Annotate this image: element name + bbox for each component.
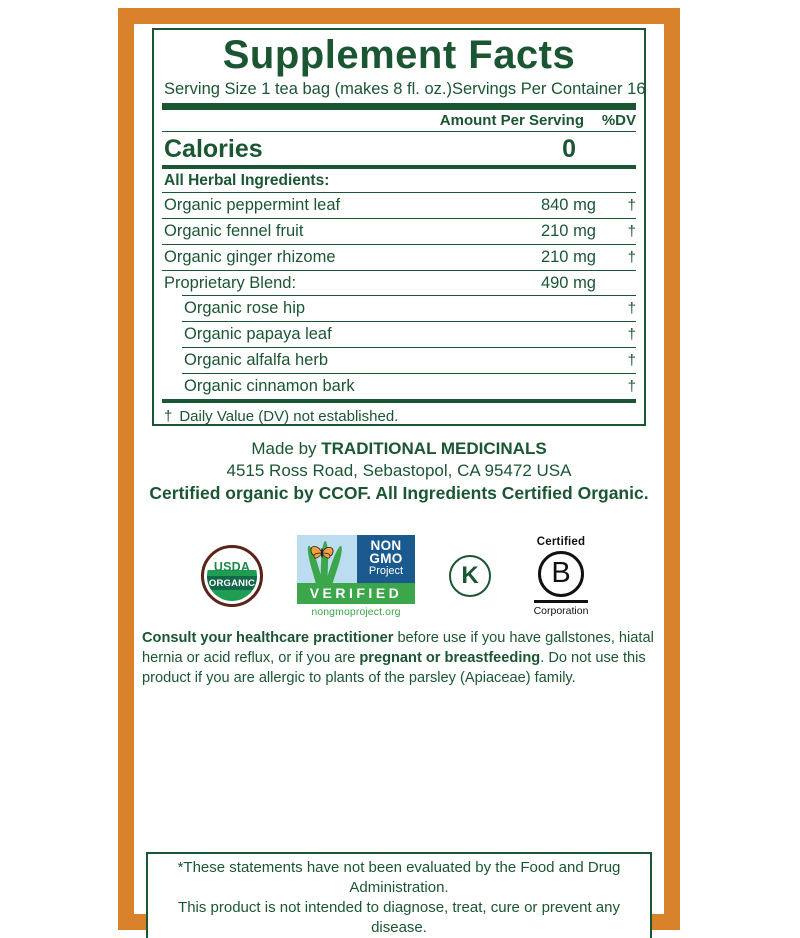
rule-under-serving (162, 103, 636, 110)
calories-value: 0 (562, 135, 576, 163)
serving-info-row (162, 80, 646, 99)
organic-certification-line: Certified organic by CCOF. All Ingredients Certified Organic. (149, 483, 649, 503)
manufacturer-block (130, 438, 668, 505)
b-corp-underline (534, 600, 588, 603)
non-gmo-url-text: nongmoproject.org (311, 605, 401, 618)
table-row (162, 348, 636, 373)
caution-bold-2: pregnant or breastfeeding (359, 650, 541, 666)
table-row (162, 219, 636, 244)
daily-value-footnote (162, 403, 636, 426)
ingredient-name: Organic fennel fruit (164, 222, 304, 240)
column-header-row (162, 110, 636, 131)
non-gmo-line1: NON (370, 538, 402, 553)
calories-row (162, 132, 636, 165)
non-gmo-line3: Project (368, 565, 404, 577)
ingredient-amount: 840 mg (540, 196, 596, 214)
caution-mid-1: before use if you have gallstones, hiatal hernia or acid reflux, or if you are (142, 630, 654, 666)
ingredient-dv: † (627, 223, 636, 240)
ingredient-dv: † (627, 300, 636, 317)
footnote-text: Daily Value (DV) not established. (179, 408, 399, 425)
ingredient-dv: † (627, 249, 636, 266)
usda-seal-band (207, 576, 257, 590)
ingredient-name: Proprietary Blend: (164, 274, 297, 292)
ingredient-dv: † (627, 352, 636, 369)
b-corp-circle (538, 551, 584, 597)
serving-size-text: Serving Size 1 tea bag (makes 8 fl. oz.) (164, 80, 452, 98)
ingredient-name: Organic rose hip (184, 299, 306, 317)
table-row (162, 245, 636, 270)
ingredient-amount: 210 mg (540, 248, 596, 266)
butterfly-icon (309, 543, 335, 563)
table-row (162, 322, 636, 347)
company-name: TRADITIONAL MEDICINALS (321, 439, 547, 458)
ingredient-name: Organic peppermint leaf (164, 196, 341, 214)
supplement-facts-panel (152, 28, 646, 426)
non-gmo-project-verified-icon (297, 535, 415, 618)
ingredient-name: Organic papaya leaf (184, 325, 332, 343)
footnote-dagger-icon: † (164, 408, 173, 425)
b-corp-bottom-text: Corporation (533, 604, 589, 617)
fda-disclaimer-line-1: *These statements have not been evaluated by the Food and Drug Administration. (177, 859, 621, 896)
company-address: 4515 Ross Road, Sebastopol, CA 95472 USA (226, 461, 572, 480)
caution-mid-2: . Do not use this product if you are allergic to plants of the parsley (Apiaceae) family. (142, 650, 646, 686)
amount-per-serving-header: Amount Per Serving (439, 112, 584, 129)
ingredient-amount: 210 mg (540, 222, 596, 240)
usda-seal-top-text: USDA (213, 560, 251, 574)
table-row (162, 374, 636, 399)
servings-per-container-text: Servings Per Container 16 (451, 80, 646, 98)
non-gmo-text-panel (357, 535, 415, 583)
ingredient-dv: † (627, 378, 636, 395)
ingredient-name: Organic ginger rhizome (164, 248, 336, 266)
percent-dv-header: %DV (601, 112, 636, 129)
kosher-letter: K (461, 562, 479, 589)
b-corp-letter: B (551, 557, 571, 589)
non-gmo-line2: GMO (369, 551, 403, 566)
caution-bold-1: Consult your healthcare practitioner (142, 630, 394, 646)
made-by-prefix: Made by (251, 439, 322, 458)
b-corp-top-text: Certified (536, 535, 586, 548)
non-gmo-verified-bar: VERIFIED (297, 583, 415, 604)
ingredient-amount: 490 mg (540, 274, 596, 292)
table-row (162, 271, 636, 295)
usda-seal-inner (207, 551, 257, 601)
fda-disclaimer-box (146, 852, 652, 938)
ingredient-name: Organic cinnamon bark (184, 377, 355, 395)
kosher-k-icon (449, 555, 491, 597)
fda-disclaimer-line-2: This product is not intended to diagnose, treat, cure or prevent any disease. (178, 899, 620, 936)
usda-seal-bottom-text: ORGANIC (208, 577, 256, 589)
ingredient-dv: † (627, 197, 636, 214)
calories-label: Calories (164, 135, 263, 163)
caution-text (142, 628, 657, 688)
all-herbal-ingredients-header: All Herbal Ingredients: (164, 172, 330, 189)
supplement-facts-title: Supplement Facts (222, 33, 576, 77)
made-by-line (130, 438, 668, 460)
ingredient-dv: † (627, 326, 636, 343)
non-gmo-sky-panel (297, 535, 357, 583)
b-corp-certified-icon (525, 536, 597, 617)
table-row (162, 296, 636, 321)
non-gmo-top-panel (297, 535, 415, 583)
certification-badges (130, 530, 668, 622)
table-row (162, 193, 636, 218)
usda-organic-seal-icon (201, 545, 263, 607)
ingredient-name: Organic alfalfa herb (184, 351, 328, 369)
